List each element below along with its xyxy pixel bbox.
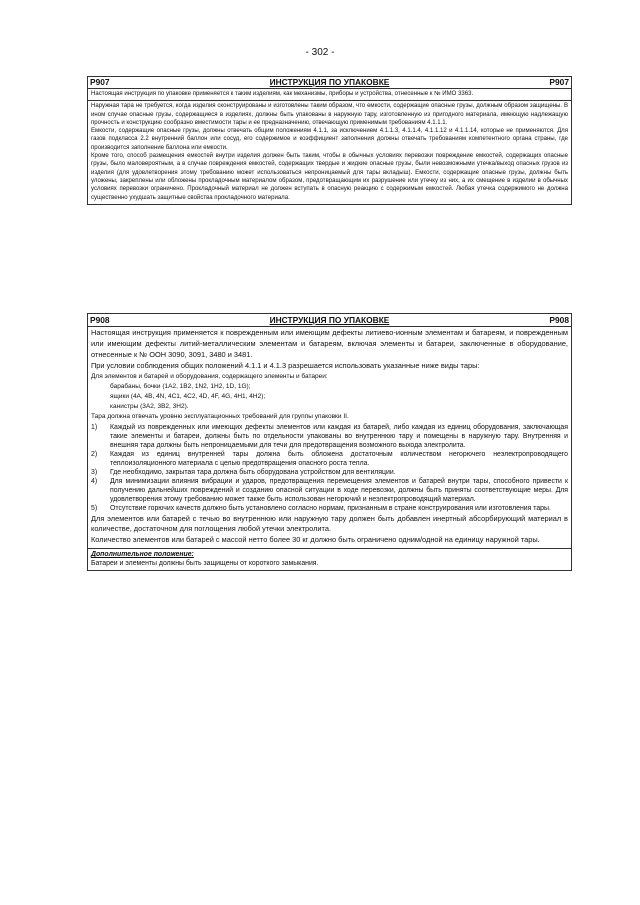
instruction-title: ИНСТРУКЦИЯ ПО УПАКОВКЕ bbox=[269, 315, 390, 325]
instruction-code-left: P908 bbox=[90, 315, 110, 325]
numbered-item: 3) Где необходимо, закрытая тара должна быть оборудована устройством для вентиляции. bbox=[91, 469, 396, 477]
quantity-paragraph: Количество элементов или батарей с массой нетто более 30 кг должно быть ограничено одним/одной на единицу наружной тары. bbox=[91, 535, 540, 545]
instruction-code-right: P908 bbox=[549, 315, 569, 325]
instruction-header bbox=[88, 77, 571, 89]
page-number: - 302 - bbox=[305, 47, 335, 58]
additional-provision-label: Дополнительное положение: bbox=[91, 551, 194, 559]
numbered-item: 4) Для минимизации влияния вибрации и ударов, предотвращения перемещения элементов и батарей внутри тары, способного привести к получению дальнейших повреждений и созданию опасной ситуации в ходе перевозки, должны быть приняты соответствующие меры. Для удовлетворения этому требованию может также быть использован негорючий и неэлектропроводящий материал. bbox=[91, 478, 568, 504]
packaging-item: ящики (4A, 4B, 4N, 4C1, 4C2, 4D, 4F, 4G, 4H1, 4H2); bbox=[110, 393, 266, 401]
scope-text: Настоящая инструкция применяется к поврежденным или имеющим дефекты литиево-ионным элементам и батареям, и поврежденным или имеющим дефекты литий-металлическим элементам и батареям, включая элементы и батареи, заключенные в оборудование, отнесенные к № ООН 3090, 3091, 3480 и 3481. bbox=[91, 328, 568, 359]
instruction-code-left: P907 bbox=[90, 77, 110, 87]
numbered-item: 2) Каждая из единиц внутренней тары должна быть обложена достаточным количеством негорючего неэлектропроводящего теплоизоляционного материала с целью предотвращения опасного роста тепла. bbox=[91, 450, 568, 468]
additional-provision bbox=[88, 549, 571, 570]
performance-level-line: Тара должна отвечать уровню эксплуатационных требований для группы упаковки II. bbox=[91, 413, 349, 421]
instruction-title: ИНСТРУКЦИЯ ПО УПАКОВКЕ bbox=[269, 77, 390, 87]
instruction-body bbox=[88, 101, 571, 204]
numbered-item: 5) Отсутствие горючих качеств должно быть установлено согласно нормам, признанным в стране конструирования или изготовления тары. bbox=[91, 505, 551, 513]
instruction-code-right: P907 bbox=[549, 77, 569, 87]
packaging-item: канистры (3A2, 3B2, 3H2). bbox=[110, 403, 189, 411]
permitted-packagings-intro: При условии соблюдения общих положений 4.1.1 и 4.1.3 разрешается использовать указанные ниже виды тары: bbox=[91, 360, 480, 370]
numbered-item: 1) Каждый из поврежденных или имеющих дефекты элементов или каждая из батарей, либо каждая из единиц оборудования, заключающая такие элементы и батареи, должны быть по отдельности упакованы во внутреннюю тару и помещены в наружную тару. Внутренняя и внешняя тара должны быть непроницаемыми для течи для предотвращения возможного выхода электролита. bbox=[91, 423, 568, 449]
instruction-body bbox=[88, 327, 571, 549]
for-line: Для элементов и батарей и оборудования, содержащего элементы и батареи: bbox=[91, 372, 328, 380]
leak-paragraph: Для элементов или батарей с течью во внутреннюю или наружную тару должен быть добавлен инертный абсорбирующий материал в количестве, достаточном для поглощения любой утечки электролита. bbox=[91, 513, 568, 534]
instruction-header bbox=[88, 314, 571, 327]
packaging-item: барабаны, бочки (1A2, 1B2, 1N2, 1H2, 1D, 1G); bbox=[110, 382, 251, 390]
packing-instruction-p907 bbox=[87, 76, 572, 205]
body-paragraph: Наружная тара не требуется, когда изделия сконструированы и изготовлены таким образом, что емкости, содержащие опасные грузы, должным образом защищены. В ином случае опасные грузы, содержащиеся в изделиях, должны быть упакованы в наружную тару, изготовленную из пригодного материала, имеющую надлежащую прочность и конструкцию сообразно вместимости тары и ее предназначению, отвечающую применимым требованиям 4.1.1.1. bbox=[91, 103, 568, 126]
body-paragraph: Кроме того, способ размещения емкостей внутри изделия должен быть таким, чтобы в обычных условиях перевозки повреждение емкостей, содержащих опасные грузы, было маловероятным, а в случае повреждения емкостей, содержащих твердые и жидкие опасные грузы, были невозможными утечка/выход опасных грузов из изделия (для удовлетворения этому требованию может использоваться непроницаемый для тары вкладыш). Емкости, содержащие опасные грузы, должны быть уложены, закреплены или обложены прокладочным материалом образом, предотвращающим их разрушение или утечку из них, а их смещение в изделии в обычных условиях перевозки ограничено. Прокладочный материал не должен вступать в опасную реакцию с содержимым емкостей. Любая утечка содержимого не должна существенно ухудшать защитные свойства прокладочного материала. bbox=[91, 153, 568, 201]
body-paragraph: Емкости, содержащие опасные грузы, должны отвечать общим положениям 4.1.1, за исключением 4.1.1.3, 4.1.1.4, 4.1.1.12 и 4.1.1.14, которые не применяются. Для газов подкласса 2.2 внутренний баллон или сосуд, его содержимое и коэффициент заполнения должны отвечать требованиям компетентного органа страны, где производится заполнение баллона или емкости. bbox=[91, 128, 568, 151]
additional-provision-text: Батареи и элементы должны быть защищены от короткого замыкания. bbox=[91, 560, 319, 568]
packing-instruction-p908 bbox=[87, 313, 572, 571]
instruction-scope bbox=[88, 89, 571, 101]
scope-text: Настоящая инструкция по упаковке применяется к таким изделиям, как механизмы, приборы и устройства, отнесенные к № ИМО 3363. bbox=[91, 91, 474, 97]
